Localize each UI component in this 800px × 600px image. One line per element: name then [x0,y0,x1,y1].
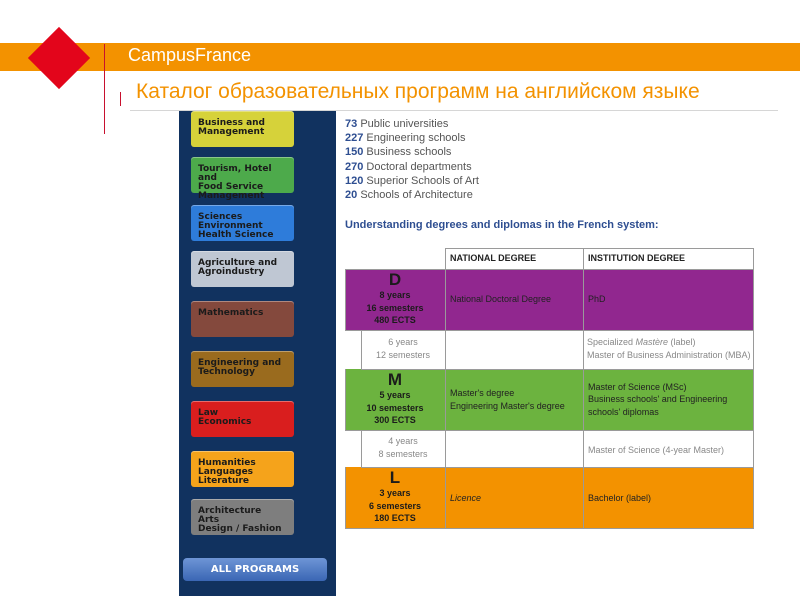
grid-line [345,269,754,270]
grid-line [361,467,754,468]
category-button-5[interactable]: Mathematics [191,301,294,337]
category-button-4[interactable]: Agriculture and Agroindustry [191,251,294,287]
stat-doctoral-departments: 270 Doctoral departments [345,160,472,173]
page-title: Каталог образовательных программ на английском языке [136,80,700,103]
gap2-institution: Master of Science (4-year Master) [588,444,725,455]
section-heading: Understanding degrees and diplomas in the French system: [345,219,659,231]
m-national: Master's degree Engineering Master's degree [450,388,565,411]
title-tick [120,92,121,106]
grid-line [361,369,754,370]
m-institution: Master of Science (MSc) Business schools' and Engineering schools' diplomas [588,381,728,417]
stat-business-schools: 150 Business schools [345,146,452,159]
level-d: D 8 years 16 semesters 480 ECTS [366,270,424,325]
brand-name: CampusFrance [128,45,252,65]
grid-line [345,369,346,430]
grid-line [361,430,362,468]
all-programs-button[interactable]: ALL PROGRAMS [183,558,327,581]
grid-line [345,330,754,331]
grid-line [345,528,754,529]
stat-public-universities: 73 Public universities [345,118,449,130]
l-institution: Bachelor (label) [588,492,652,503]
grid-line [445,248,754,249]
d-institution: PhD [588,294,606,305]
grid-line [583,248,584,529]
category-button-1[interactable]: Business and Management [191,111,294,147]
level-m: M 5 years 10 semesters 300 ECTS [366,370,424,425]
d-national: National Doctoral Degree [450,294,552,305]
stats-list [345,117,479,202]
category-button-9[interactable]: Architecture Arts Design / Fashion [191,499,294,535]
grid-line [345,269,346,330]
gap1-years: 6 years 12 semesters [375,337,431,360]
grid-line [753,248,754,529]
category-button-8[interactable]: Humanities Languages Literature [191,451,294,487]
grid-line [361,330,362,370]
gap2-years: 4 years 8 semesters [378,436,428,459]
grid-line [345,467,346,529]
degree-table [345,248,754,529]
category-button-7[interactable]: Law Economics [191,401,294,437]
gap1-institution: Specialized Mastère (label) Master of Business Administration (MBA) [587,337,751,360]
l-national: Licence [450,492,482,503]
header-divider [104,44,105,134]
grid-line [445,248,446,529]
level-l: L 3 years 6 semesters 180 ECTS [368,468,422,523]
header-institution: INSTITUTION DEGREE [588,253,686,263]
category-button-3[interactable]: Sciences Environment Health Science [191,205,294,241]
stat-engineering-schools: 227 Engineering schools [345,132,466,145]
grid-line [345,430,754,431]
stat-art-schools: 120 Superior Schools of Art [345,174,479,187]
header-bar [0,43,800,71]
category-button-6[interactable]: Engineering and Technology [191,351,294,387]
stat-architecture-schools: 20 Schools of Architecture [345,189,473,202]
header-national: NATIONAL DEGREE [450,253,537,263]
logo-diamond-icon [28,27,90,89]
category-sidebar [179,111,336,596]
category-button-2[interactable]: Tourism, Hotel and Food Service Management [191,157,294,193]
